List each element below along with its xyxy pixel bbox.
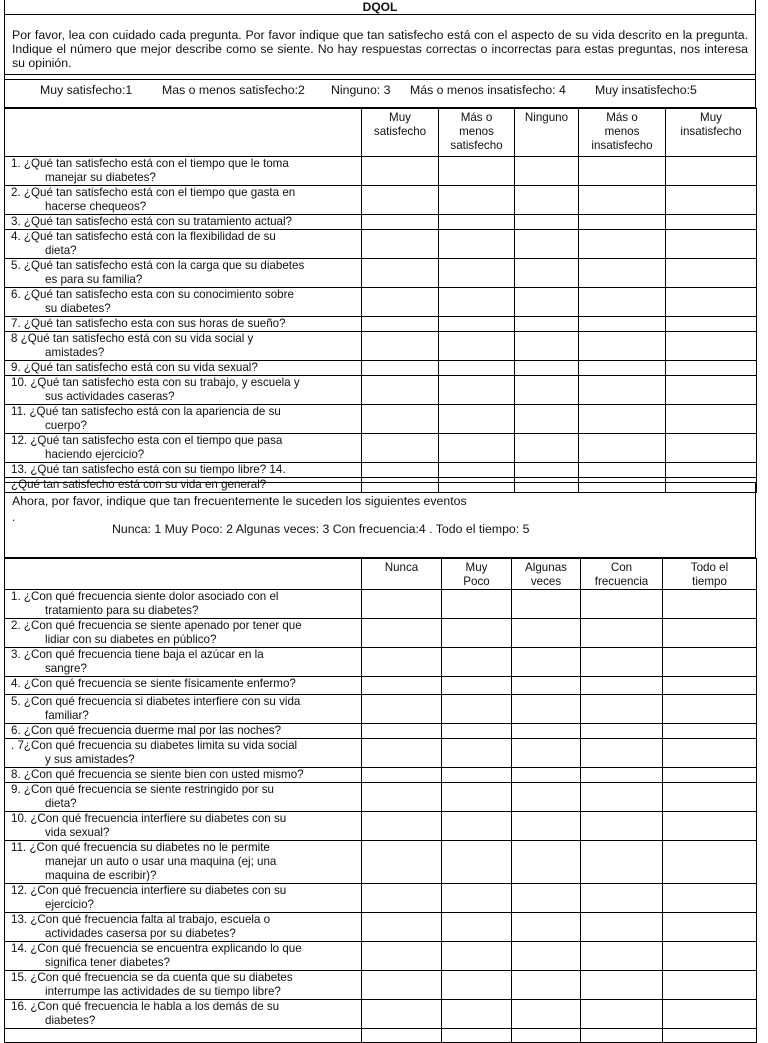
satisfaction-question-text: 6. ¿Qué tan satisfecho esta con su conocimiento sobre su diabetes? xyxy=(5,288,362,317)
satisfaction-column-header: Muy satisfecho xyxy=(362,109,439,157)
satisfaction-column-header: Ninguno xyxy=(515,109,579,157)
frequency-header-blank xyxy=(5,559,362,590)
satisfaction-question-text: 9. ¿Qué tan satisfecho está con su vida sexual? xyxy=(5,361,362,376)
satisfaction-question-row xyxy=(5,230,757,259)
frequency-question-text: 6. ¿Con qué frecuencia duerme mal por las noches? xyxy=(5,724,362,739)
satisfaction-answer-cell[interactable] xyxy=(362,376,439,405)
frequency-answer-cell[interactable] xyxy=(581,739,663,768)
satisfaction-answer-cell[interactable] xyxy=(362,157,439,186)
frequency-answer-cell[interactable] xyxy=(442,884,512,913)
frequency-answer-cell[interactable] xyxy=(663,783,757,812)
satisfaction-answer-cell[interactable] xyxy=(439,361,515,376)
satisfaction-answer-cell[interactable] xyxy=(515,317,579,332)
frequency-answer-cell[interactable] xyxy=(512,695,581,724)
frequency-answer-cell[interactable] xyxy=(512,1029,581,1043)
satisfaction-answer-cell[interactable] xyxy=(439,186,515,215)
frequency-answer-cell[interactable] xyxy=(663,739,757,768)
satisfaction-answer-cell[interactable] xyxy=(666,376,757,405)
frequency-answer-cell[interactable] xyxy=(663,1000,757,1029)
frequency-question-text: 11. ¿Con qué frecuencia su diabetes no le permite manejar un auto o usar una maquina (ej; una maquina de escribir)? xyxy=(5,841,362,884)
satisfaction-answer-cell[interactable] xyxy=(515,405,579,434)
frequency-answer-cell[interactable] xyxy=(442,739,512,768)
frequency-answer-cell[interactable] xyxy=(442,971,512,1000)
frequency-table xyxy=(4,558,757,1043)
frequency-answer-cell[interactable] xyxy=(362,695,442,724)
satisfaction-question-row xyxy=(5,215,757,230)
satisfaction-answer-cell[interactable] xyxy=(362,317,439,332)
frequency-question-row xyxy=(5,677,757,695)
frequency-answer-cell[interactable] xyxy=(362,739,442,768)
satisfaction-question-row xyxy=(5,434,757,463)
frequency-answer-cell[interactable] xyxy=(581,812,663,841)
satisfaction-answer-cell[interactable] xyxy=(362,405,439,434)
satisfaction-answer-cell[interactable] xyxy=(439,157,515,186)
frequency-question-row xyxy=(5,648,757,677)
satisfaction-answer-cell[interactable] xyxy=(439,215,515,230)
frequency-question-row xyxy=(5,1029,757,1043)
frequency-question-row xyxy=(5,1000,757,1029)
frequency-answer-cell[interactable] xyxy=(663,971,757,1000)
frequency-answer-cell[interactable] xyxy=(663,590,757,619)
frequency-answer-cell[interactable] xyxy=(512,812,581,841)
frequency-answer-cell[interactable] xyxy=(581,1000,663,1029)
frequency-answer-cell[interactable] xyxy=(362,942,442,971)
satisfaction-question-text: 3. ¿Qué tan satisfecho está con su tratamiento actual? xyxy=(5,215,362,230)
frequency-question-row xyxy=(5,913,757,942)
frequency-answer-cell[interactable] xyxy=(362,619,442,648)
satisfaction-question-text: 13. ¿Qué tan satisfecho está con su tiempo libre? 14. xyxy=(5,463,362,478)
frequency-answer-cell[interactable] xyxy=(581,884,663,913)
frequency-column-header: Nunca xyxy=(362,559,442,590)
frequency-intro: Ahora, por favor, indique que tan frecuentemente le suceden los siguientes eventos xyxy=(12,494,467,508)
frequency-answer-cell[interactable] xyxy=(512,913,581,942)
satisfaction-answer-cell[interactable] xyxy=(515,259,579,288)
satisfaction-answer-cell[interactable] xyxy=(439,332,515,361)
satisfaction-answer-cell[interactable] xyxy=(362,186,439,215)
satisfaction-answer-cell[interactable] xyxy=(666,361,757,376)
satisfaction-answer-cell[interactable] xyxy=(579,317,666,332)
satisfaction-answer-cell[interactable] xyxy=(362,361,439,376)
frequency-dot: . xyxy=(12,510,16,524)
frequency-question-row xyxy=(5,942,757,971)
frequency-answer-cell[interactable] xyxy=(442,1029,512,1043)
satisfaction-question-text: ¿Qué tan satisfecho está con su vida en general? xyxy=(5,478,362,493)
satisfaction-answer-cell[interactable] xyxy=(515,186,579,215)
frequency-answer-cell[interactable] xyxy=(442,648,512,677)
satisfaction-scale-4: Más o menos insatisfecho: 4 xyxy=(410,83,566,97)
frequency-question-text: 2. ¿Con qué frecuencia se siente apenado por tener que lidiar con su diabetes en público? xyxy=(5,619,362,648)
satisfaction-answer-cell[interactable] xyxy=(666,405,757,434)
satisfaction-answer-cell[interactable] xyxy=(579,230,666,259)
satisfaction-answer-cell[interactable] xyxy=(362,259,439,288)
satisfaction-answer-cell[interactable] xyxy=(579,259,666,288)
frequency-answer-cell[interactable] xyxy=(581,783,663,812)
frequency-answer-cell[interactable] xyxy=(512,768,581,783)
satisfaction-question-row xyxy=(5,288,757,317)
satisfaction-answer-cell[interactable] xyxy=(579,405,666,434)
frequency-question-row xyxy=(5,812,757,841)
satisfaction-answer-cell[interactable] xyxy=(515,361,579,376)
satisfaction-answer-cell[interactable] xyxy=(439,259,515,288)
frequency-question-text: 5. ¿Con qué frecuencia si diabetes interfiere con su vida familiar? xyxy=(5,695,362,724)
satisfaction-answer-cell[interactable] xyxy=(515,157,579,186)
satisfaction-answer-cell[interactable] xyxy=(439,288,515,317)
satisfaction-answer-cell[interactable] xyxy=(362,215,439,230)
frequency-answer-cell[interactable] xyxy=(512,884,581,913)
satisfaction-question-row xyxy=(5,317,757,332)
satisfaction-answer-cell[interactable] xyxy=(362,230,439,259)
satisfaction-answer-cell[interactable] xyxy=(579,361,666,376)
satisfaction-answer-cell[interactable] xyxy=(666,288,757,317)
frequency-answer-cell[interactable] xyxy=(663,913,757,942)
frequency-answer-cell[interactable] xyxy=(362,841,442,884)
satisfaction-answer-cell[interactable] xyxy=(439,405,515,434)
satisfaction-question-text: 1. ¿Qué tan satisfecho está con el tiempo que le toma manejar su diabetes? xyxy=(5,157,362,186)
satisfaction-answer-cell[interactable] xyxy=(666,434,757,463)
frequency-scale: Nunca: 1 Muy Poco: 2 Algunas veces: 3 Con frecuencia:4 . Todo el tiempo: 5 xyxy=(112,522,530,536)
frequency-question-text: . 7¿Con qué frecuencia su diabetes limita su vida social y sus amistades? xyxy=(5,739,362,768)
frequency-question-text: 15. ¿Con qué frecuencia se da cuenta que su diabetes interrumpe las actividades de su tiempo libre? xyxy=(5,971,362,1000)
satisfaction-question-text: 7. ¿Qué tan satisfecho esta con sus horas de sueño? xyxy=(5,317,362,332)
frequency-answer-cell[interactable] xyxy=(581,724,663,739)
frequency-question-text: 3. ¿Con qué frecuencia tiene baja el azúcar en la sangre? xyxy=(5,648,362,677)
frequency-answer-cell[interactable] xyxy=(362,783,442,812)
frequency-answer-cell[interactable] xyxy=(512,648,581,677)
frequency-answer-cell[interactable] xyxy=(362,677,442,695)
frequency-answer-cell[interactable] xyxy=(512,971,581,1000)
satisfaction-answer-cell[interactable] xyxy=(439,230,515,259)
frequency-answer-cell[interactable] xyxy=(442,1000,512,1029)
frequency-answer-cell[interactable] xyxy=(512,590,581,619)
frequency-column-header: Algunas veces xyxy=(512,559,581,590)
satisfaction-answer-cell[interactable] xyxy=(666,332,757,361)
satisfaction-answer-cell[interactable] xyxy=(515,463,579,478)
satisfaction-header-blank xyxy=(5,109,362,157)
satisfaction-answer-cell[interactable] xyxy=(362,463,439,478)
frequency-answer-cell[interactable] xyxy=(512,841,581,884)
satisfaction-answer-cell[interactable] xyxy=(666,230,757,259)
frequency-answer-cell[interactable] xyxy=(442,724,512,739)
satisfaction-scale-2: Mas o menos satisfecho:2 xyxy=(162,83,305,97)
frequency-question-text xyxy=(5,1029,362,1043)
frequency-answer-cell[interactable] xyxy=(442,913,512,942)
satisfaction-answer-cell[interactable] xyxy=(579,288,666,317)
satisfaction-question-text: 11. ¿Qué tan satisfecho está con la apariencia de su cuerpo? xyxy=(5,405,362,434)
frequency-answer-cell[interactable] xyxy=(581,768,663,783)
frequency-answer-cell[interactable] xyxy=(442,768,512,783)
satisfaction-question-row xyxy=(5,332,757,361)
satisfaction-answer-cell[interactable] xyxy=(515,215,579,230)
frequency-question-row xyxy=(5,590,757,619)
satisfaction-answer-cell[interactable] xyxy=(579,215,666,230)
satisfaction-question-text: 5. ¿Qué tan satisfecho está con la carga que su diabetes es para su familia? xyxy=(5,259,362,288)
frequency-answer-cell[interactable] xyxy=(362,768,442,783)
frequency-answer-cell[interactable] xyxy=(442,812,512,841)
satisfaction-answer-cell[interactable] xyxy=(362,332,439,361)
frequency-answer-cell[interactable] xyxy=(442,783,512,812)
satisfaction-scale-3: Ninguno: 3 xyxy=(331,83,391,97)
frequency-question-row xyxy=(5,768,757,783)
frequency-question-text: 10. ¿Con qué frecuencia interfiere su diabetes con su vida sexual? xyxy=(5,812,362,841)
satisfaction-question-text: 2. ¿Qué tan satisfecho está con el tiempo que gasta en hacerse chequeos? xyxy=(5,186,362,215)
frequency-answer-cell[interactable] xyxy=(442,677,512,695)
frequency-question-text: 13. ¿Con qué frecuencia falta al trabajo, escuela o actividades casersa por su diabetes? xyxy=(5,913,362,942)
satisfaction-answer-cell[interactable] xyxy=(666,215,757,230)
satisfaction-answer-cell[interactable] xyxy=(515,434,579,463)
frequency-answer-cell[interactable] xyxy=(581,590,663,619)
frequency-answer-cell[interactable] xyxy=(663,677,757,695)
frequency-question-text: 4. ¿Con qué frecuencia se siente físicamente enfermo? xyxy=(5,677,362,695)
satisfaction-answer-cell[interactable] xyxy=(362,288,439,317)
frequency-answer-cell[interactable] xyxy=(581,619,663,648)
frequency-answer-cell[interactable] xyxy=(663,768,757,783)
frequency-answer-cell[interactable] xyxy=(362,648,442,677)
satisfaction-table xyxy=(4,108,757,493)
satisfaction-answer-cell[interactable] xyxy=(515,332,579,361)
frequency-answer-cell[interactable] xyxy=(362,812,442,841)
frequency-answer-cell[interactable] xyxy=(362,1029,442,1043)
frequency-answer-cell[interactable] xyxy=(663,812,757,841)
frequency-question-text: 9. ¿Con qué frecuencia se siente restringido por su dieta? xyxy=(5,783,362,812)
satisfaction-column-header: Más o menos satisfecho xyxy=(439,109,515,157)
satisfaction-answer-cell[interactable] xyxy=(579,157,666,186)
intro-text: Por favor, lea con cuidado cada pregunta. Por favor indique que tan satisfecho está con el aspecto de su vida descrito en la pregunta. Indique el número que mejor describe como se siente. No hay respuestas correctas o incorrectas para estas preguntas, nos interesa su opinión. xyxy=(12,28,748,70)
frequency-answer-cell[interactable] xyxy=(442,695,512,724)
frequency-answer-cell[interactable] xyxy=(663,648,757,677)
satisfaction-answer-cell[interactable] xyxy=(439,317,515,332)
frequency-answer-cell[interactable] xyxy=(512,783,581,812)
frequency-column-header: Todo el tiempo xyxy=(663,559,757,590)
satisfaction-answer-cell[interactable] xyxy=(666,463,757,478)
frequency-answer-cell[interactable] xyxy=(663,724,757,739)
frequency-answer-cell[interactable] xyxy=(663,942,757,971)
satisfaction-column-header: Más o menos insatisfecho xyxy=(579,109,666,157)
frequency-answer-cell[interactable] xyxy=(512,739,581,768)
frequency-question-text: 16. ¿Con qué frecuencia le habla a los demás de su diabetes? xyxy=(5,1000,362,1029)
frequency-answer-cell[interactable] xyxy=(362,884,442,913)
page-title: DQOL xyxy=(4,0,756,15)
frequency-question-row xyxy=(5,724,757,739)
frequency-answer-cell[interactable] xyxy=(512,724,581,739)
frequency-answer-cell[interactable] xyxy=(663,695,757,724)
frequency-answer-cell[interactable] xyxy=(442,590,512,619)
frequency-answer-cell[interactable] xyxy=(512,1000,581,1029)
satisfaction-question-text: 8 ¿Qué tan satisfecho está con su vida social y amistades? xyxy=(5,332,362,361)
satisfaction-answer-cell[interactable] xyxy=(439,463,515,478)
frequency-question-text: 14. ¿Con qué frecuencia se encuentra explicando lo que significa tener diabetes? xyxy=(5,942,362,971)
frequency-question-row xyxy=(5,739,757,768)
satisfaction-answer-cell[interactable] xyxy=(666,259,757,288)
satisfaction-answer-cell[interactable] xyxy=(439,434,515,463)
satisfaction-question-row xyxy=(5,376,757,405)
frequency-answer-cell[interactable] xyxy=(362,590,442,619)
frequency-answer-cell[interactable] xyxy=(581,942,663,971)
frequency-answer-cell[interactable] xyxy=(362,971,442,1000)
satisfaction-answer-cell[interactable] xyxy=(666,317,757,332)
satisfaction-question-text: 4. ¿Qué tan satisfecho está con la flexibilidad de su dieta? xyxy=(5,230,362,259)
satisfaction-answer-cell[interactable] xyxy=(515,376,579,405)
frequency-question-text: 12. ¿Con qué frecuencia interfiere su diabetes con su ejercicio? xyxy=(5,884,362,913)
satisfaction-answer-cell[interactable] xyxy=(362,434,439,463)
satisfaction-scale-5: Muy insatisfecho:5 xyxy=(595,83,697,97)
satisfaction-scale-1: Muy satisfecho:1 xyxy=(40,83,133,97)
frequency-question-row xyxy=(5,783,757,812)
satisfaction-question-row xyxy=(5,405,757,434)
satisfaction-answer-cell[interactable] xyxy=(579,186,666,215)
frequency-answer-cell[interactable] xyxy=(581,1029,663,1043)
frequency-question-text: 1. ¿Con qué frecuencia siente dolor asociado con el tratamiento para su diabetes? xyxy=(5,590,362,619)
frequency-question-row xyxy=(5,695,757,724)
satisfaction-answer-cell[interactable] xyxy=(666,157,757,186)
frequency-answer-cell[interactable] xyxy=(581,695,663,724)
questionnaire-page xyxy=(4,0,756,1027)
satisfaction-answer-cell[interactable] xyxy=(439,376,515,405)
satisfaction-answer-cell[interactable] xyxy=(579,434,666,463)
frequency-column-header: Con frecuencia xyxy=(581,559,663,590)
satisfaction-question-row xyxy=(5,361,757,376)
satisfaction-answer-cell[interactable] xyxy=(579,463,666,478)
satisfaction-answer-cell[interactable] xyxy=(515,288,579,317)
satisfaction-question-text: 10. ¿Qué tan satisfecho esta con su trabajo, y escuela y sus actividades caseras? xyxy=(5,376,362,405)
frequency-answer-cell[interactable] xyxy=(581,677,663,695)
frequency-answer-cell[interactable] xyxy=(362,1000,442,1029)
frequency-answer-cell[interactable] xyxy=(442,942,512,971)
satisfaction-answer-cell[interactable] xyxy=(579,332,666,361)
satisfaction-question-row xyxy=(5,463,757,478)
frequency-answer-cell[interactable] xyxy=(512,677,581,695)
satisfaction-question-row xyxy=(5,259,757,288)
frequency-answer-cell[interactable] xyxy=(663,619,757,648)
satisfaction-question-row xyxy=(5,157,757,186)
frequency-question-row xyxy=(5,619,757,648)
frequency-question-row xyxy=(5,971,757,1000)
frequency-answer-cell[interactable] xyxy=(581,913,663,942)
frequency-answer-cell[interactable] xyxy=(362,724,442,739)
frequency-column-header: Muy Poco xyxy=(442,559,512,590)
frequency-answer-cell[interactable] xyxy=(442,841,512,884)
frequency-answer-cell[interactable] xyxy=(663,1029,757,1043)
satisfaction-answer-cell[interactable] xyxy=(515,230,579,259)
frequency-question-row xyxy=(5,884,757,913)
frequency-question-row xyxy=(5,841,757,884)
frequency-answer-cell[interactable] xyxy=(442,619,512,648)
frequency-question-text: 8. ¿Con qué frecuencia se siente bien con usted mismo? xyxy=(5,768,362,783)
satisfaction-question-row xyxy=(5,186,757,215)
frequency-answer-cell[interactable] xyxy=(663,884,757,913)
frequency-answer-cell[interactable] xyxy=(362,913,442,942)
frequency-answer-cell[interactable] xyxy=(581,648,663,677)
frequency-answer-cell[interactable] xyxy=(512,942,581,971)
satisfaction-answer-cell[interactable] xyxy=(579,376,666,405)
frequency-answer-cell[interactable] xyxy=(663,841,757,884)
frequency-answer-cell[interactable] xyxy=(512,619,581,648)
frequency-answer-cell[interactable] xyxy=(581,971,663,1000)
satisfaction-question-text: 12. ¿Qué tan satisfecho esta con el tiempo que pasa haciendo ejercicio? xyxy=(5,434,362,463)
satisfaction-answer-cell[interactable] xyxy=(666,186,757,215)
satisfaction-column-header: Muy insatisfecho xyxy=(666,109,757,157)
frequency-answer-cell[interactable] xyxy=(581,841,663,884)
